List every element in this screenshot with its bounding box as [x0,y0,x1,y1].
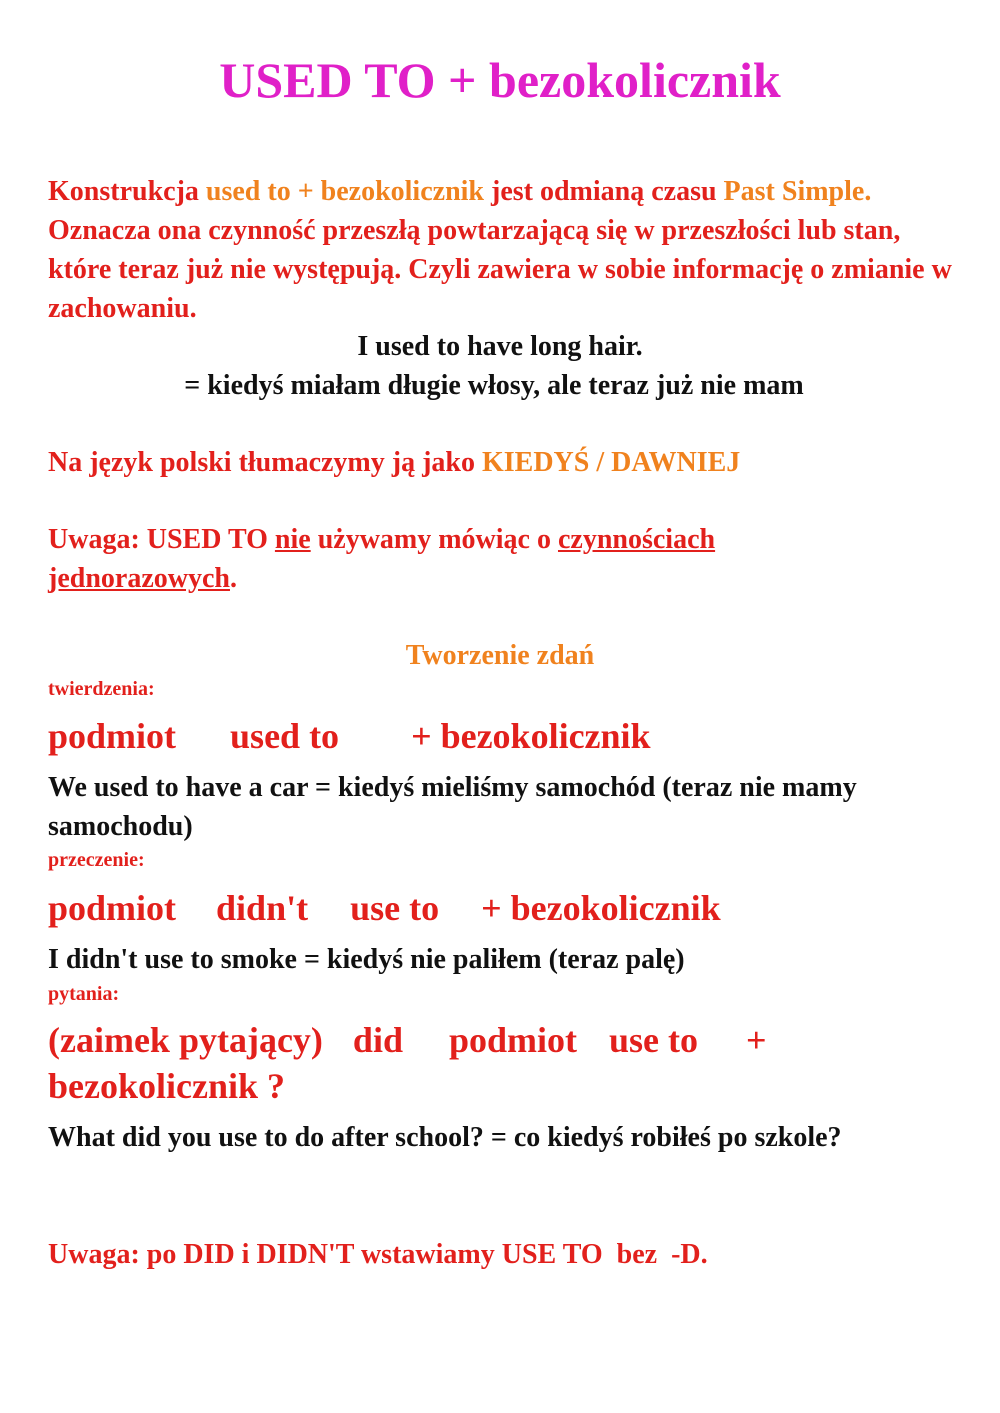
negative-example: I didn't use to smoke = kiedyś nie paliłem (teraz palę) [48,944,685,975]
question-did: did [352,1020,403,1060]
affirmative-used-to: used to [230,716,340,756]
question-formula-line2: bezokolicznik ? [48,1066,286,1106]
affirmative-infinitive: + bezokolicznik [411,716,651,756]
warning1-part5: . [229,563,237,594]
question-subject: podmiot [448,1020,577,1060]
affirmative-label: twierdzenia: [48,678,155,700]
negative-subject: podmiot [48,888,177,928]
section-title: Tworzenie zdań [405,640,595,671]
question-pronoun: (zaimek pytający) [48,1020,323,1060]
question-plus: + [746,1020,767,1060]
intro-paragraph [48,172,958,328]
intro-part5: Oznacza ona czynność przeszłą powtarzającą się w przeszłości lub stan, które teraz już nie występują. Czyli zawiera w sobie informację o zmianie w zachowaniu. [48,215,952,324]
negative-use-to: use to [350,888,440,928]
affirmative-example: We used to have a car = kiedyś mieliśmy samochód (teraz nie mamy samochodu) [48,772,857,842]
affirmative-subject: podmiot [48,716,177,756]
intro-part3: jest odmianą czasu [484,176,724,207]
example-translation: = kiedyś miałam długie włosy, ale teraz już nie mam [184,370,804,401]
negative-infinitive: + bezokolicznik [481,888,721,928]
warning1-part3: używamy mówiąc o [310,524,558,555]
warning1-not: nie [274,524,311,555]
warning1-one-time-actions: czynnościach jednorazowych [48,524,716,594]
warning-one-time-actions [48,520,878,598]
translation-note-highlight: KIEDYŚ / DAWNIEJ [481,447,741,478]
negative-formula [48,885,721,931]
intro-part1: Konstrukcja [48,176,206,207]
negative-label: przeczenie: [48,849,145,871]
question-label: pytania: [48,983,120,1005]
example-sentence: I used to have long hair. [357,331,643,362]
question-formula-line1 [48,1017,767,1063]
warning-did-didnt: Uwaga: po DID i DIDN'T wstawiamy USE TO bez -D. [48,1239,708,1270]
question-use-to: use to [609,1020,698,1060]
intro-highlight-tense: Past Simple. [723,176,872,207]
negative-didnt: didn't [216,888,309,928]
affirmative-formula [48,713,651,759]
question-example: What did you use to do after school? = co kiedyś robiłeś po szkole? [48,1122,842,1153]
warning1-part1: Uwaga: USED TO [48,524,275,555]
page-title: USED TO + bezokolicznik [219,52,781,108]
translation-note-prefix: Na język polski tłumaczymy ją jako [48,447,482,478]
translation-note [48,443,958,482]
intro-highlight-construction: used to + bezokolicznik [205,176,484,207]
